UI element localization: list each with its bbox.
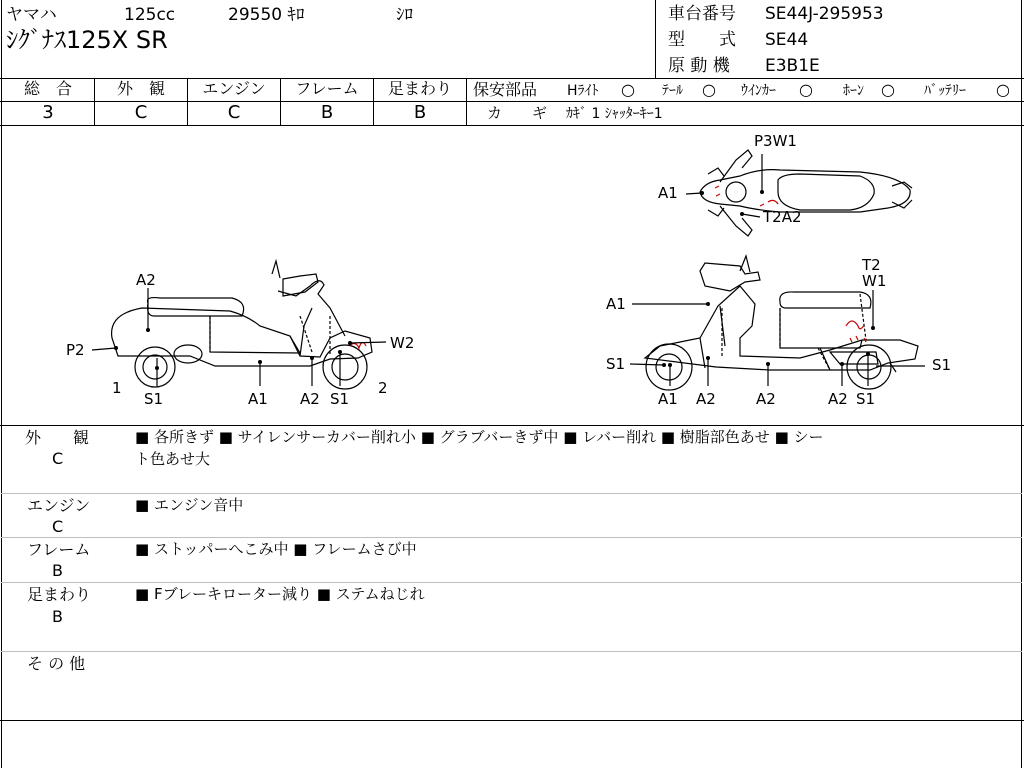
- marker-dots: [114, 190, 875, 370]
- label-right-a2-mid: A2: [756, 390, 776, 408]
- headlight-label: Hﾗｲﾄ: [567, 83, 599, 99]
- body-color: ｼﾛ: [396, 5, 413, 25]
- label-left-s1-front: S1: [144, 390, 164, 408]
- label-top-a1: A1: [658, 184, 678, 202]
- label-top-p3w1: P3W1: [754, 132, 797, 150]
- grade-sep-5: [466, 78, 467, 126]
- horn-mark: ○: [881, 80, 895, 99]
- label-right-a1-bottom: A1: [658, 390, 678, 408]
- comment-other-label: そ の 他: [27, 654, 86, 673]
- taillight-mark: ○: [702, 80, 716, 99]
- label-right-s1-rear: S1: [932, 356, 952, 374]
- comment-sep-4: [1, 651, 1022, 652]
- label-right-s1-front: S1: [606, 355, 626, 373]
- horn-label: ﾎｰﾝ: [843, 83, 864, 99]
- label-left-a2-bottom: A2: [300, 390, 320, 408]
- engine-model: E3B1E: [765, 56, 820, 76]
- safety-mid-line: [467, 101, 1024, 102]
- label-right-s1-bottom: S1: [856, 390, 876, 408]
- comment-exterior-text-1: ■ 各所きず ■ サイレンサーカバー削れ小 ■ グラブバーきず中 ■ レバー削れ ■ 樹脂部色あせ ■ シー: [135, 428, 824, 446]
- comment-exterior-grade: C: [52, 449, 64, 468]
- grade-overall-label: 総 合: [23, 79, 72, 98]
- comment-suspension-text: ■ Fブレーキローター減り ■ ステムねじれ: [135, 585, 425, 603]
- maker: ヤマハ: [6, 5, 57, 25]
- label-right-a2-front: A2: [696, 390, 716, 408]
- battery-label: ﾊﾞｯﾃﾘｰ: [924, 83, 966, 99]
- label-right-a2-rear: A2: [828, 390, 848, 408]
- header-divider: [655, 0, 656, 78]
- comment-frame-text: ■ ストッパーへこみ中 ■ フレームさび中: [135, 540, 417, 558]
- grade-exterior-label: 外 観: [116, 79, 165, 98]
- grade-overall-value: 3: [42, 102, 54, 123]
- battery-mark: ○: [996, 80, 1010, 99]
- comment-sep-2: [1, 537, 1022, 538]
- scooter-top-view: [700, 150, 912, 236]
- model-name: ｼｸﾞﾅｽ125X SR: [6, 26, 168, 54]
- displacement: 125cc: [124, 5, 176, 25]
- key-label: カ ギ: [487, 104, 548, 122]
- comment-exterior-label: 外 観: [25, 428, 90, 447]
- frame-no-label: 車台番号: [668, 4, 736, 24]
- grade-frame-label: フレーム: [295, 79, 359, 98]
- type-value: SE44: [765, 30, 809, 50]
- comment-sep-3: [1, 582, 1022, 583]
- grade-exterior-value: C: [134, 102, 148, 123]
- safety-label: 保安部品: [473, 80, 538, 99]
- mileage: 29550 ｷﾛ: [228, 5, 305, 25]
- frame-no: SE44J-295953: [765, 4, 884, 24]
- headlight-mark: ○: [621, 80, 635, 99]
- label-left-1: 1: [112, 379, 122, 397]
- label-left-a1: A1: [248, 390, 268, 408]
- label-left-2: 2: [378, 379, 388, 397]
- label-top-t2a2: T2A2: [763, 208, 802, 226]
- grade-engine-value: C: [227, 102, 241, 123]
- comment-engine-grade: C: [52, 517, 64, 536]
- type-label: 型 式: [668, 30, 736, 50]
- grade-frame-value: B: [320, 102, 334, 123]
- damage-diagram: [0, 126, 1024, 426]
- comment-engine-label: エンジン: [27, 496, 91, 515]
- winker-label: ｳｲﾝｶｰ: [741, 83, 776, 99]
- label-left-a2-top: A2: [136, 271, 156, 289]
- comment-exterior-text-2: ト色あせ大: [135, 450, 211, 468]
- grade-suspension-label: 足まわり: [387, 79, 452, 98]
- comment-frame-grade: B: [52, 561, 63, 580]
- comments-bottom-line: [0, 720, 1024, 721]
- label-left-p2: P2: [66, 341, 85, 359]
- label-right-w1: W1: [862, 272, 887, 290]
- grade-engine-label: エンジン: [202, 79, 266, 98]
- grade-suspension-value: B: [413, 102, 427, 123]
- comment-suspension-grade: B: [52, 607, 63, 626]
- key-value: ｶｷﾞ 1 ｼｬｯﾀｰｷｰ1: [566, 106, 663, 122]
- comment-sep-1: [1, 493, 1022, 494]
- taillight-label: ﾃｰﾙ: [662, 83, 683, 99]
- label-left-s1-rear: S1: [330, 390, 350, 408]
- label-left-w2: W2: [390, 334, 415, 352]
- comment-suspension-label: 足まわり: [27, 585, 92, 604]
- comments-top-line: [0, 425, 1024, 426]
- comment-frame-label: フレーム: [27, 540, 91, 559]
- comment-engine-text: ■ エンジン音中: [135, 496, 244, 514]
- winker-mark: ○: [799, 80, 813, 99]
- engine-label: 原 動 機: [668, 56, 730, 76]
- label-right-t2: T2: [862, 256, 881, 274]
- label-right-a1-top: A1: [606, 295, 626, 313]
